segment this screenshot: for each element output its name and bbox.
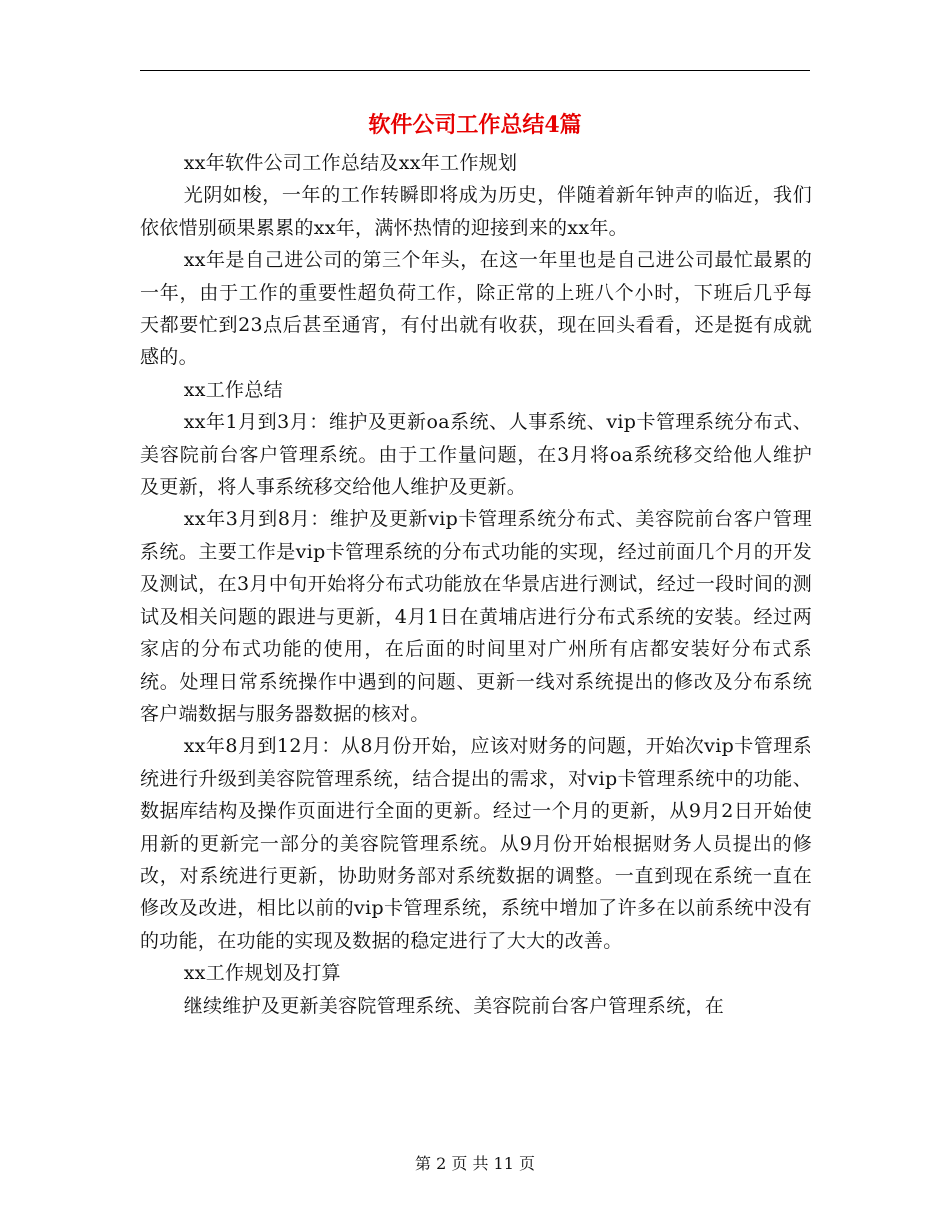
body-paragraph: 继续维护及更新美容院管理系统、美容院前台客户管理系统，在 xyxy=(183,994,725,1017)
document-body xyxy=(140,147,812,1022)
page-footer xyxy=(140,1152,810,1176)
page-number: 第 2 页 共 11 页 xyxy=(415,1154,535,1173)
body-paragraph: xx年3月到8月：维护及更新vip卡管理系统分布式、美容院前台客户管理系统。主要工作是vip卡管理系统的分布式功能的实现，经过前面几个月的开发及测试，在3月中旬开始将分布式功能放在华景店进行测试，经过一段时间的测试及相关问题的跟进与更新，4月1日在黄埔店进行分布式系统的安装。经过两家店的分布式功能的使用，在后面的时间里对广州所有店都安装好分布式系统。处理日常系统操作中遇到的问题、更新一线对系统提出的修改及分布系统客户端数据与服务器数据的核对。 xyxy=(140,508,812,725)
document-title: 软件公司工作总结4篇 xyxy=(368,112,582,138)
section-heading: xx工作规划及打算 xyxy=(183,962,341,985)
body-paragraph: xx年是自己进公司的第三个年头，在这一年里也是自己进公司最忙最累的一年，由于工作的重要性超负荷工作，除正常的上班八个小时，下班后几乎每天都要忙到23点后甚至通宵，有付出就有收获，现在回头看看，还是挺有成就感的。 xyxy=(140,249,812,369)
section-heading: xx工作总结 xyxy=(183,378,283,401)
body-paragraph: xx年1月到3月：维护及更新oa系统、人事系统、vip卡管理系统分布式、美容院前台客户管理系统。由于工作量问题，在3月将oa系统移交给他人维护及更新，将人事系统移交给他人维护及更新。 xyxy=(140,411,812,499)
body-paragraph: 光阴如梭，一年的工作转瞬即将成为历史，伴随着新年钟声的临近，我们依依惜别硕果累累的xx年，满怀热情的迎接到来的xx年。 xyxy=(140,184,812,239)
body-paragraph: xx年8月到12月：从8月份开始，应该对财务的问题，开始次vip卡管理系统进行升级到美容院管理系统，结合提出的需求，对vip卡管理系统中的功能、数据库结构及操作页面进行全面的更新。经过一个月的更新，从9月2日开始使用新的更新完一部分的美容院管理系统。从9月份开始根据财务人员提出的修改，对系统进行更新，协助财务部对系统数据的调整。一直到现在系统一直在修改及改进，相比以前的vip卡管理系统，系统中增加了许多在以前系统中没有的功能，在功能的实现及数据的稳定进行了大大的改善。 xyxy=(140,735,812,952)
subtitle-paragraph: xx年软件公司工作总结及xx年工作规划 xyxy=(183,152,518,174)
header-rule xyxy=(140,70,810,71)
